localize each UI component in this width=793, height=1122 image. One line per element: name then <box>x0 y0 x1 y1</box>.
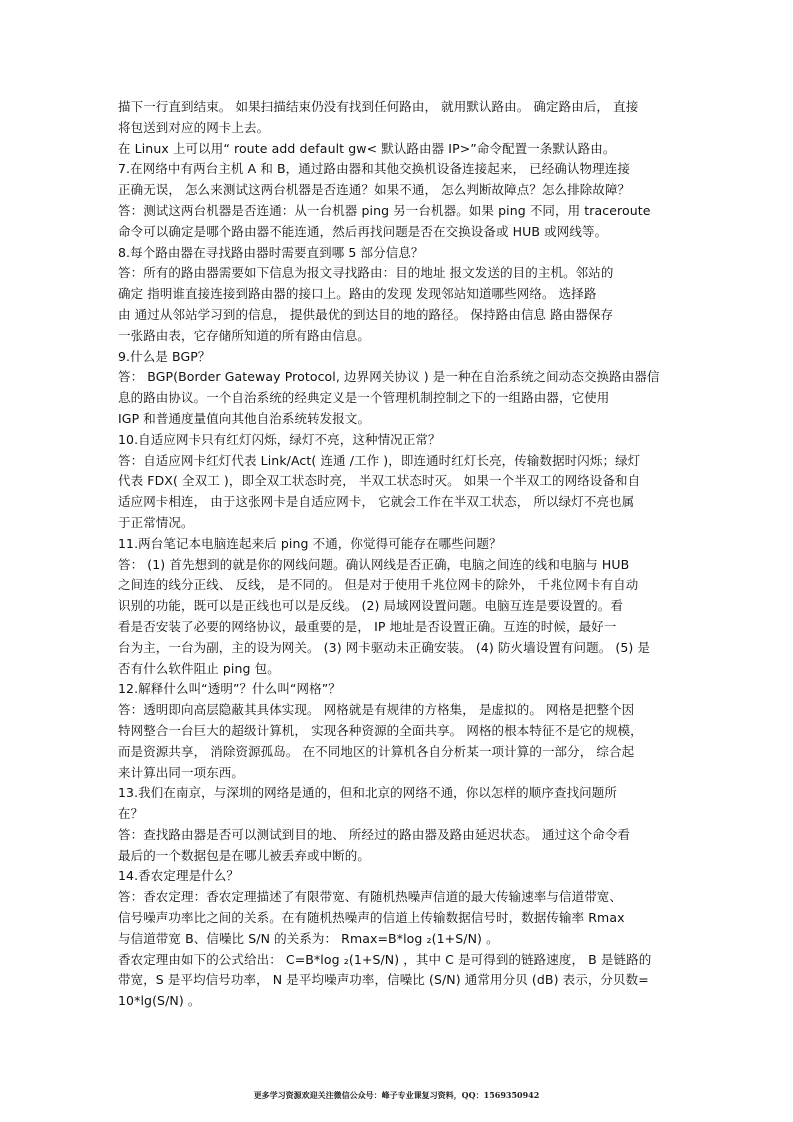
text-line: 息的路由协议。一个自治系统的经典定义是一个管理机制控制之下的一组路由器，它使用 <box>118 390 610 406</box>
text-line: 答：透明即向高层隐蔽其具体实现。 网格就是有规律的方格集， 是虚拟的。 网格是把整个因 <box>118 702 635 718</box>
page-footer: 更多学习资源欢迎关注微信公众号：峰子专业课复习资料，QQ：1569350942 <box>253 1090 540 1100</box>
text-line: 看是否安装了必要的网络协议，最重要的是， IP 地址是否设置正确。互连的时候，最好一 <box>118 618 617 634</box>
text-line: 之间连的线分正线、 反线， 是不同的。 但是对于使用千兆位网卡的除外， 千兆位网卡有自动 <box>118 577 639 593</box>
document-body <box>118 97 674 1012</box>
text-line: 由 通过从邻站学习到的信息， 提供最优的到达目的地的路径。 保持路由信息 路由器保存 <box>118 306 614 322</box>
text-line: 香农定理由如下的公式给出： C=B*log ₂(1+S/N) ，其中 C 是可得到的链路速度， B 是链路的 <box>118 951 652 967</box>
text-line: 代表 FDX( 全双工 )，即全双工状态时亮， 半双工状态时灭。 如果一个半双工的网络设备和自 <box>118 473 641 489</box>
text-line: IGP 和普通度量值向其他自治系统转发报文。 <box>118 410 371 426</box>
text-line: 特网整合一台巨大的超级计算机， 实现各种资源的全面共享。 网格的根本特征不是它的规模， <box>118 722 643 738</box>
text-line: 答：所有的路由器需要如下信息为报文寻找路由：目的地址 报文发送的目的主机。邻站的 <box>118 265 614 281</box>
text-line: 12.解释什么叫“透明”？什么叫“网格”？ <box>118 681 341 697</box>
text-line: 将包送到对应的网卡上去。 <box>118 119 270 135</box>
text-line: 识别的功能，既可以是正线也可以是反线。 (2) 局域网设置问题。电脑互连是要设置的。看 <box>118 598 623 614</box>
text-line: 适应网卡相连， 由于这张网卡是自适应网卡， 它就会工作在半双工状态， 所以绿灯不亮也属 <box>118 494 635 510</box>
text-line: 8.每个路由器在寻找路由器时需要直到哪 5 部分信息？ <box>118 244 424 260</box>
text-line: 正确无误， 怎么来测试这两台机器是否连通？如果不通， 怎么判断故障点？怎么排除故障？ <box>118 182 631 198</box>
text-line: 答：查找路由器是否可以测试到目的地、 所经过的路由器及路由延迟状态。 通过这个命令看 <box>118 826 631 842</box>
text-line: 答：香农定理：香农定理描述了有限带宽、有随机热噪声信道的最大传输速率与信道带宽、 <box>118 889 623 905</box>
text-line: 13.我们在南京，与深圳的网络是通的，但和北京的网络不通，你以怎样的顺序查找问题所 <box>118 785 617 801</box>
text-line: 在 Linux 上可以用“ route add default gw< 默认路由器 IP>”命令配置一条默认路由。 <box>118 140 616 156</box>
text-line: 答： BGP(Border Gateway Protocol, 边界网关协议 ) 是一种在自治系统之间动态交换路由器信 <box>118 369 660 385</box>
text-line: 台为主，一台为副，主的设为网关。 (3) 网卡驱动未正确安装。 (4) 防火墙设置有问题。 (5) 是 <box>118 639 651 655</box>
text-line: 7.在网络中有两台主机 A 和 B，通过路由器和其他交换机设备连接起来， 已经确认物理连接 <box>118 161 630 177</box>
text-line: 在？ <box>118 806 144 822</box>
text-line: 命令可以确定是哪个路由器不能连通，然后再找问题是否在交换设备或 HUB 或网线等。 <box>118 223 608 239</box>
text-line: 一张路由表，它存储所知道的所有路由信息。 <box>118 327 371 343</box>
text-line: 否有什么软件阻止 ping 包。 <box>118 660 280 676</box>
text-line: 带宽，S 是平均信号功率， N 是平均噪声功率，信噪比 (S/N) 通常用分贝 (dB) 表示，分贝数= <box>118 972 649 988</box>
text-line: 11.两台笔记本电脑连起来后 ping 不通，你觉得可能存在哪些问题？ <box>118 535 502 551</box>
text-line: 来计算出同一项东西。 <box>118 764 245 780</box>
text-line: 信号噪声功率比之间的关系。在有随机热噪声的信道上传输数据信号时，数据传输率 Rmax <box>118 910 625 926</box>
text-line: 答： (1) 首先想到的就是你的网线问题。确认网线是否正确，电脑之间连的线和电脑与 HUB <box>118 556 630 572</box>
text-line: 描下一行直到结束。 如果扫描结束仍没有找到任何路由， 就用默认路由。 确定路由后， 直接 <box>118 99 639 114</box>
text-line: 答：自适应网卡红灯代表 Link/Act( 连通 /工作 )，即连通时红灯长亮，传输数据时闪烁；绿灯 <box>118 452 641 468</box>
text-line: 确定 指明谁直接连接到路由器的接口上。路由的发现 发现邻站知道哪些网络。 选择路 <box>118 286 597 302</box>
text-line: 14.香农定理是什么？ <box>118 868 239 884</box>
text-line: 于正常情况。 <box>118 514 194 530</box>
text-line: 9.什么是 BGP？ <box>118 348 211 364</box>
text-line: 最后的一个数据包是在哪儿被丢弃或中断的。 <box>118 847 371 863</box>
text-line: 与信道带宽 B、信噪比 S/N 的关系为： Rmax=B*log ₂(1+S/N) 。 <box>118 930 499 946</box>
text-line: 10*lg(S/N) 。 <box>118 993 201 1009</box>
text-line: 10.自适应网卡只有红灯闪烁，绿灯不亮，这种情况正常？ <box>118 431 441 447</box>
text-line: 而是资源共享， 消除资源孤岛。 在不同地区的计算机各自分析某一项计算的一部分， 综合起 <box>118 743 635 759</box>
text-line: 答：测试这两台机器是否连通：从一台机器 ping 另一台机器。如果 ping 不同，用 traceroute <box>118 202 651 218</box>
